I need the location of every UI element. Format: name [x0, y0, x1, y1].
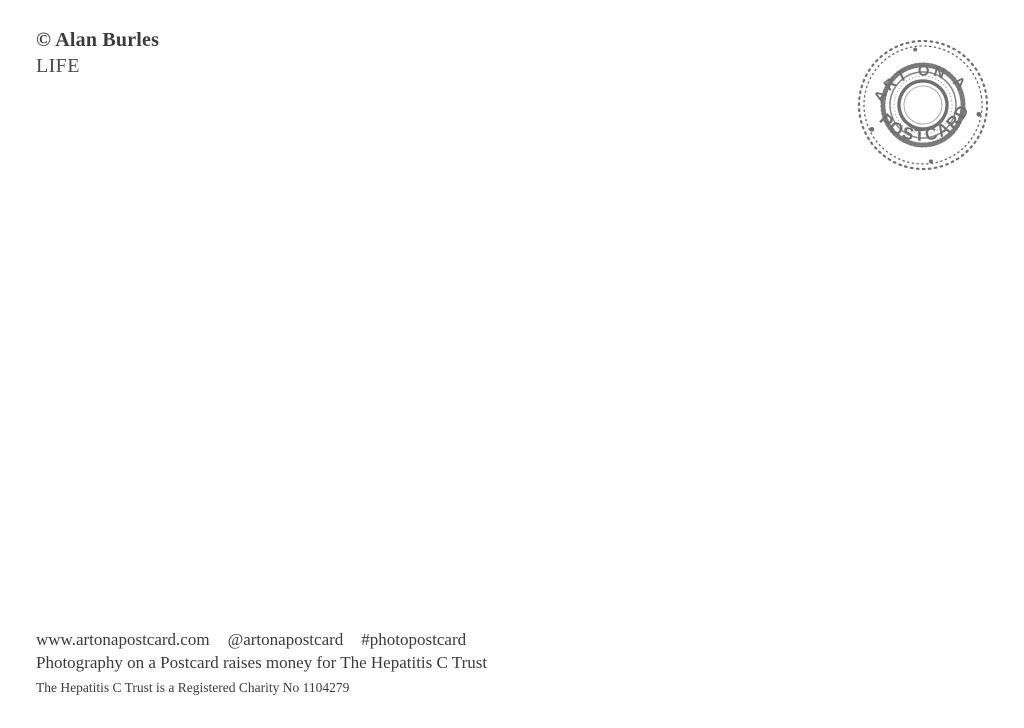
website-link[interactable]: www.artonapostcard.com: [36, 629, 210, 649]
footer-links: [36, 631, 487, 648]
credit-block: [36, 30, 159, 77]
artist-credit: © Alan Burles: [36, 29, 160, 51]
footer: [36, 631, 487, 695]
strapline: Photography on a Postcard raises money for The Hepatitis C Trust: [36, 652, 488, 672]
hashtag-link[interactable]: #photopostcard: [361, 629, 467, 649]
stamp-bottom-text: POSTCARD: [875, 100, 974, 145]
charity-note: The Hepatitis C Trust is a Registered Charity No 1104279: [36, 679, 350, 695]
stamp-top-text: ART ON A: [870, 62, 971, 106]
instagram-handle-link[interactable]: @artonapostcard: [227, 629, 344, 649]
art-on-a-postcard-stamp: [855, 36, 991, 174]
artwork-title: LIFE: [36, 55, 80, 77]
